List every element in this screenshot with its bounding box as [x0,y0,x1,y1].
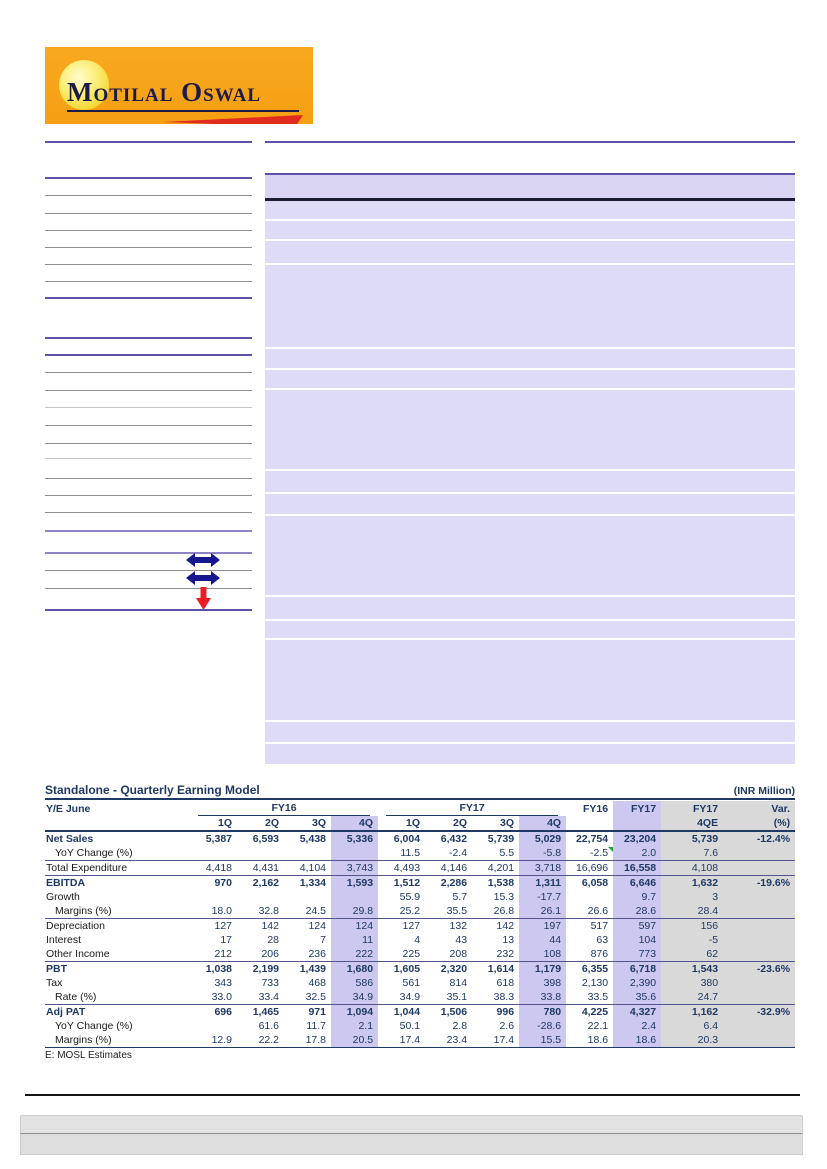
value-cell [723,933,795,947]
value-cell: 2,390 [613,976,661,990]
value-cell: 814 [449,977,468,989]
value-cell: 43 [455,934,468,946]
redacted-line [45,337,252,339]
value-cell: 108 [519,947,566,962]
value-cell: 3,743 [331,861,378,876]
value-cell: 5,336 [331,831,378,846]
value-cell: -32.9% [723,1005,795,1020]
quarter-header: 1Q [378,816,425,831]
value-cell: 2.1 [331,1019,378,1033]
row-label: Depreciation [45,919,190,934]
value-cell: 1,038 [190,962,237,977]
value-cell [190,846,237,861]
value-cell: 142 [472,919,519,934]
value-cell: 5,387 [205,833,232,845]
unit-label: (INR Million) [733,785,795,797]
value-cell [284,846,331,861]
value-cell: 4,146 [425,861,472,876]
row-label: Total Expenditure [45,861,190,876]
blurred-table-row [265,349,795,370]
value-cell: 343 [214,977,232,989]
value-cell: 35.6 [613,990,661,1005]
redacted-line [45,552,252,554]
value-cell: 55.9 [399,891,421,903]
redacted-line [45,407,252,408]
value-cell: 6,432 [440,833,468,845]
value-cell: 61.6 [258,1020,279,1032]
redacted-line [45,372,252,373]
value-cell: 7.6 [661,846,723,861]
value-cell: 971 [284,1005,331,1020]
redacted-line [265,141,795,143]
value-cell: 1,680 [331,962,378,977]
value-cell: 127 [190,919,237,934]
value-cell [566,890,613,904]
value-cell: 1,605 [378,962,425,977]
row-label: Growth [46,891,80,903]
earnings-model-section [45,783,795,1061]
blurred-content-table [265,173,795,764]
row-label: Other Income [46,948,110,960]
value-cell: 1,614 [472,962,519,977]
value-cell [723,990,795,1005]
value-cell: 1,094 [331,1005,378,1020]
redacted-line [45,588,252,589]
value-cell: 1,593 [331,876,378,891]
redacted-line [45,478,252,479]
value-cell: 17 [220,934,232,946]
row-label: EBITDA [45,876,190,891]
row-label: Adj PAT [45,1005,190,1020]
value-cell: 6,646 [613,876,661,891]
blurred-table-row [265,640,795,722]
quarter-header: 2Q [425,816,472,831]
value-cell: 5,438 [299,833,326,845]
value-cell: 6,593 [252,833,279,845]
value-cell: 517 [566,919,613,934]
value-cell: 18.6 [613,1033,661,1048]
footer-divider [25,1094,800,1096]
value-cell [723,919,795,934]
row-label: YoY Change (%) [55,1020,133,1032]
row-label: Margins (%) [55,905,112,917]
redacted-line [45,354,252,356]
value-cell: 4,493 [378,861,425,876]
quarter-header: 3Q [284,816,331,831]
value-cell: 1,543 [661,962,723,977]
value-cell: 50.1 [399,1020,421,1032]
value-cell: 23.4 [425,1033,472,1048]
value-cell: 26.8 [493,905,515,917]
row-label: Net Sales [46,833,94,845]
blurred-table-row [265,390,795,471]
value-cell: 2,286 [425,876,472,891]
value-cell: 876 [590,948,609,960]
value-cell: 1,465 [237,1005,284,1020]
year-group-header: FY16 [190,801,378,816]
value-cell: 33.0 [211,991,232,1003]
logo-underline [67,110,299,112]
row-label: Tax [46,977,63,989]
annual-header: FY17 [613,801,661,816]
value-cell [237,846,284,861]
earnings-table [45,801,795,1048]
value-cell [190,890,237,904]
row-label: PBT [45,962,190,977]
value-cell: 4,225 [566,1005,613,1020]
annual-header: FY17 [661,801,723,816]
value-cell: 5,029 [519,831,566,846]
annual-header: FY16 [582,802,609,815]
value-cell: 5.7 [452,891,468,903]
redacted-line [45,609,252,611]
redacted-line [45,458,252,459]
blurred-table-row [265,221,795,241]
value-cell: 124 [284,919,331,934]
value-cell: 4,418 [190,861,237,876]
value-cell: 1,044 [378,1005,425,1020]
value-cell: -2.5 [566,846,613,861]
footer-bar-bottom [20,1134,803,1155]
annual-subheader [613,816,661,831]
value-cell [190,1019,237,1033]
value-cell: 124 [331,919,378,934]
value-cell: 6.4 [661,1019,723,1033]
value-cell: 212 [214,948,232,960]
value-cell: 561 [402,977,421,989]
value-cell [284,890,331,904]
value-cell: 17.4 [378,1033,425,1048]
blurred-table-row [265,201,795,221]
blurred-table-row [265,597,795,621]
redacted-line [45,195,252,196]
value-cell: 28.4 [661,904,723,919]
cell-flag-triangle-icon [608,847,613,852]
value-cell: 33.8 [519,990,566,1005]
value-cell: 2.4 [613,1019,661,1033]
value-cell: 17.4 [472,1033,519,1048]
blurred-table-row [265,722,795,744]
value-cell: 22.2 [237,1033,284,1048]
annual-header: Var. [723,801,795,816]
value-cell: 20.5 [331,1033,378,1048]
value-cell [723,1033,795,1048]
annual-subheader: 4QE [661,816,723,831]
horizontal-resize-arrow-icon [186,553,220,567]
value-cell: 4,104 [284,861,331,876]
value-cell: -19.6% [723,876,795,891]
quarter-header: 1Q [190,816,237,831]
value-cell: 24.5 [305,905,326,917]
value-cell: 35.5 [446,905,468,917]
value-cell: 6,004 [393,833,421,845]
value-cell: 232 [496,948,515,960]
value-cell: 26.6 [587,905,609,917]
quarter-header: 3Q [472,816,519,831]
value-cell: 2,199 [237,962,284,977]
redacted-line [45,230,252,231]
value-cell: 586 [331,976,378,990]
redacted-line [45,281,252,282]
value-cell: 773 [613,947,661,962]
redacted-line [45,141,252,143]
footer-bar-top [20,1115,803,1134]
value-cell: 225 [402,948,421,960]
value-cell: 5,739 [661,831,723,846]
value-cell: 22,754 [575,833,609,845]
value-cell: 2.8 [452,1020,468,1032]
value-cell: 2,162 [237,876,284,891]
value-cell: 970 [190,876,237,891]
blurred-table-row [265,744,795,764]
value-cell: 4,108 [661,861,723,876]
estimates-footnote: E: MOSL Estimates [45,1050,132,1061]
redacted-line [45,570,252,571]
blurred-table-row [265,265,795,349]
value-cell: 127 [378,919,425,934]
redacted-line [45,425,252,426]
value-cell: 4,327 [613,1005,661,1020]
redacted-line [45,264,252,265]
value-cell: 1,162 [661,1005,723,1020]
ye-june-header: Y/E June [46,802,91,815]
value-cell: 156 [661,919,723,934]
row-label: Interest [46,934,82,946]
down-arrow-icon [196,587,211,610]
value-cell: 104 [613,933,661,947]
blurred-table-row [265,471,795,494]
value-cell: 7 [320,934,326,946]
value-cell: 1,334 [284,876,331,891]
value-cell: 34.9 [399,991,421,1003]
value-cell: 18.6 [566,1033,613,1048]
horizontal-resize-arrow-icon [186,571,220,585]
value-cell: 6,718 [613,962,661,977]
value-cell: 11.7 [306,1020,326,1032]
value-cell: 15.3 [493,891,515,903]
value-cell: 28 [267,934,279,946]
value-cell: 2.0 [613,846,661,861]
value-cell: 1,179 [519,962,566,977]
value-cell: 618 [496,977,515,989]
value-cell: 142 [237,919,284,934]
value-cell: 26.1 [519,904,566,919]
value-cell: 2.6 [499,1020,515,1032]
redacted-line [45,390,252,391]
value-cell: -2.4 [448,847,468,859]
blurred-table-row [265,370,795,390]
value-cell: 132 [425,919,472,934]
value-cell: 4,201 [472,861,519,876]
blurred-table-header [265,175,795,201]
value-cell [723,861,795,876]
value-cell: 11.5 [400,847,421,859]
row-label: Margins (%) [45,1033,190,1048]
value-cell [331,846,378,861]
value-cell: 597 [613,919,661,934]
value-cell: 780 [519,1005,566,1020]
value-cell [723,904,795,919]
value-cell: 3 [661,890,723,904]
redacted-line [45,213,252,214]
redacted-line [45,443,252,444]
value-cell: 236 [308,948,326,960]
value-cell: 1,512 [378,876,425,891]
value-cell: 25.2 [399,905,421,917]
value-cell: 5,739 [487,833,515,845]
value-cell: 5.5 [499,847,515,859]
value-cell: 6,058 [566,876,613,891]
value-cell: 38.3 [493,991,515,1003]
redacted-line [45,247,252,248]
blurred-table-row [265,494,795,516]
value-cell [331,890,378,904]
redacted-line [45,512,252,513]
value-cell: 23,204 [613,831,661,846]
value-cell: 468 [308,977,326,989]
empty-header-cell [45,816,190,831]
value-cell: 34.9 [331,990,378,1005]
motilal-oswal-logo [45,47,313,124]
value-cell: 2,320 [425,962,472,977]
value-cell: 17.8 [284,1033,331,1048]
value-cell: 1,632 [661,876,723,891]
value-cell: 33.4 [258,991,279,1003]
value-cell: 24.7 [661,990,723,1005]
value-cell: 35.1 [446,991,468,1003]
value-cell: 15.5 [519,1033,566,1048]
value-cell: 16,696 [566,861,613,876]
value-cell: 32.8 [258,905,279,917]
value-cell: 11 [331,933,378,947]
quarter-header: 4Q [331,816,378,831]
value-cell: 197 [519,919,566,934]
value-cell: 3,718 [519,861,566,876]
value-cell: -17.7 [519,890,566,904]
logo-text: Motilal Oswal [67,77,262,107]
value-cell: -28.6 [519,1019,566,1033]
value-cell: 4 [414,934,421,946]
value-cell [723,976,795,990]
value-cell: 29.8 [331,904,378,919]
value-cell: -23.6% [723,962,795,977]
value-cell: 696 [190,1005,237,1020]
value-cell: 1,311 [519,876,566,891]
value-cell: 62 [661,947,723,962]
value-cell: 380 [661,976,723,990]
redacted-line [45,297,252,299]
quarter-header: 4Q [519,816,566,831]
annual-subheader: (%) [723,816,795,831]
value-cell: -5 [661,933,723,947]
year-group-header: FY17 [378,801,566,816]
value-cell: -5.8 [519,846,566,861]
row-label: YoY Change (%) [55,847,133,859]
value-cell: 18.0 [211,905,232,917]
value-cell: 398 [519,976,566,990]
value-cell: 1,506 [425,1005,472,1020]
value-cell: 208 [449,948,468,960]
value-cell: -12.4% [723,831,795,846]
value-cell [723,1019,795,1033]
value-cell: 733 [261,977,279,989]
row-label: Rate (%) [55,991,97,1003]
value-cell: 222 [331,947,378,962]
value-cell [723,846,795,861]
value-cell: 6,355 [566,962,613,977]
value-cell: 16,558 [613,861,661,876]
value-cell: 9.7 [613,890,661,904]
value-cell: 28.6 [613,904,661,919]
redacted-line [45,495,252,496]
value-cell: 20.3 [661,1033,723,1048]
value-cell [723,890,795,904]
logo-swoosh-icon [163,114,303,124]
value-cell: 1,538 [472,876,519,891]
redacted-line [45,177,252,179]
value-cell: 44 [519,933,566,947]
value-cell: 2,130 [581,977,609,989]
redacted-line [45,530,252,532]
value-cell [723,947,795,962]
value-cell: 63 [596,934,609,946]
annual-subheader [566,816,613,831]
blurred-table-row [265,241,795,265]
value-cell: 22.1 [587,1020,609,1032]
value-cell: 13 [502,934,515,946]
blurred-table-row [265,621,795,640]
value-cell: 1,439 [284,962,331,977]
value-cell: 33.5 [587,991,609,1003]
value-cell: 4,431 [237,861,284,876]
value-cell [237,890,284,904]
value-cell: 206 [261,948,279,960]
value-cell: 12.9 [190,1033,237,1048]
value-cell: 996 [472,1005,519,1020]
earnings-table-title: Standalone - Quarterly Earning Model [45,783,260,797]
value-cell: 32.5 [305,991,326,1003]
blurred-table-row [265,516,795,597]
quarter-header: 2Q [237,816,284,831]
